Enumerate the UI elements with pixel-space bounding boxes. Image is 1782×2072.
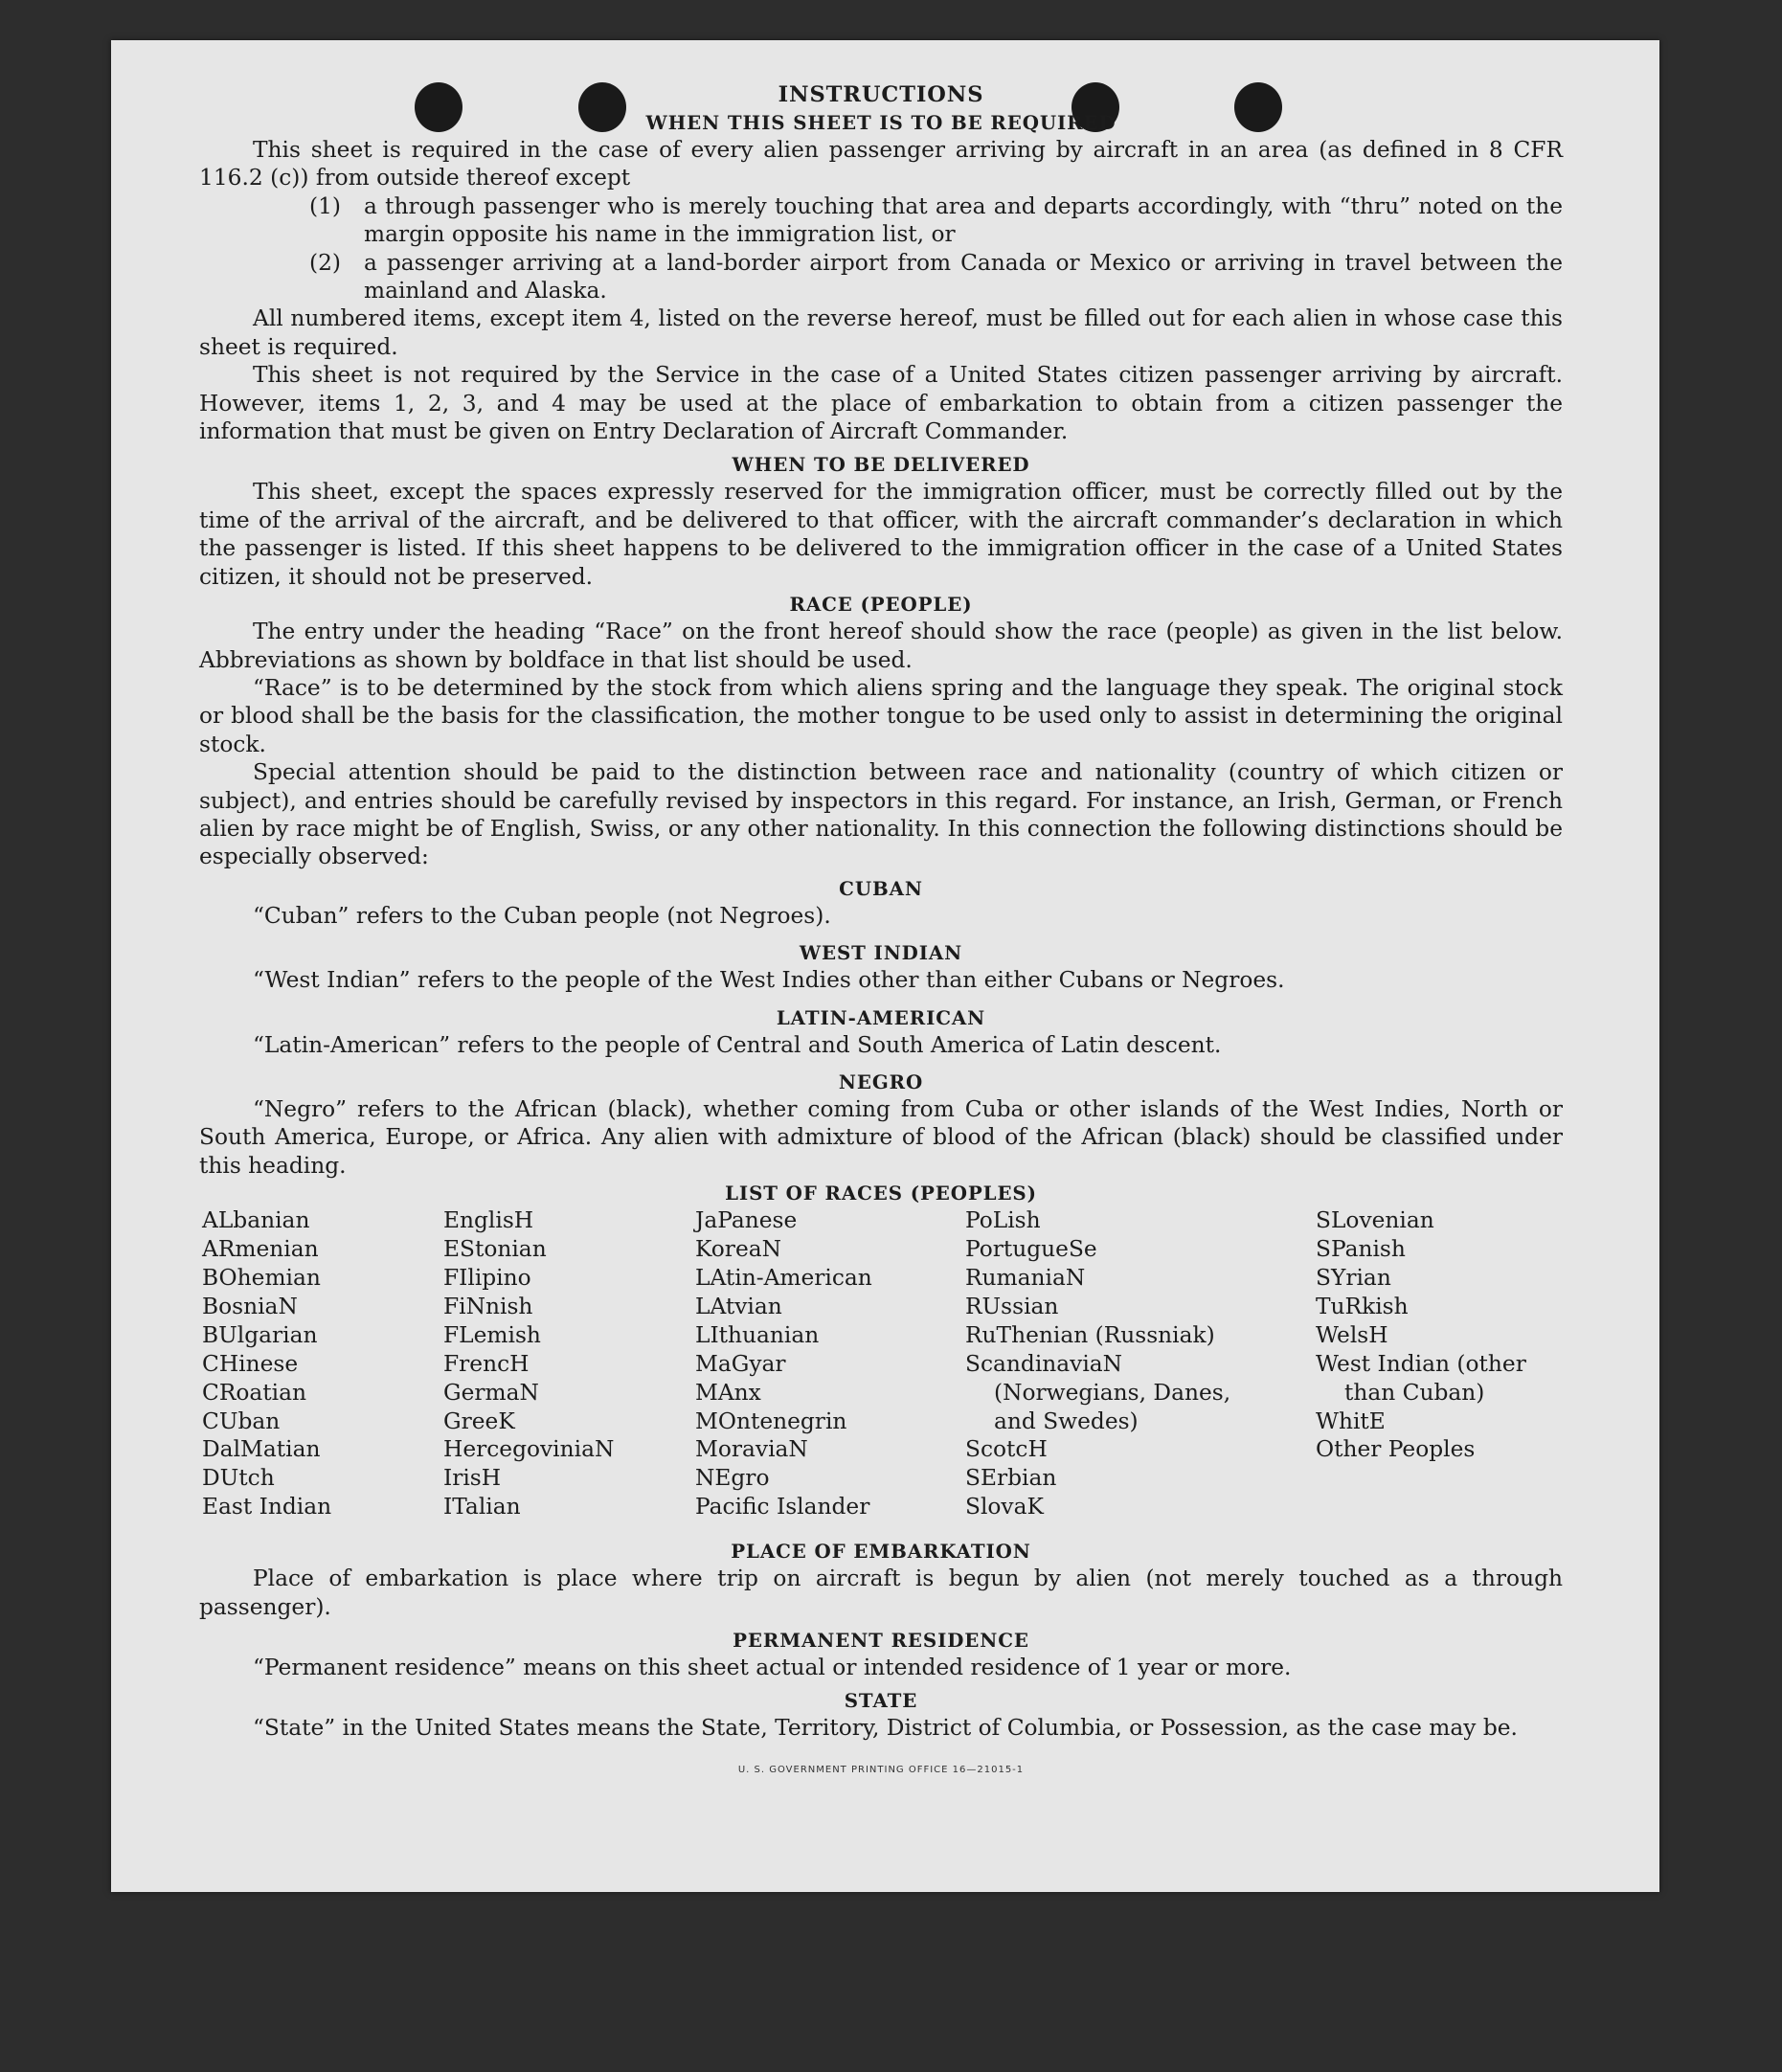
race-item: BOhemian [202, 1265, 321, 1291]
race-item: ALbanian [202, 1207, 310, 1234]
race-item: PoLish [965, 1207, 1041, 1234]
heading-race: RACE (PEOPLE) [789, 593, 973, 617]
document-sheet [111, 40, 1659, 1892]
race-item: CUban [202, 1408, 281, 1434]
item-text: a passenger arriving at a land-border airport from Canada or Mexico or arriving in travel between the mainland and Alaska. [364, 249, 1563, 304]
race-item: KoreaN [695, 1236, 782, 1263]
item-text: a through passenger who is merely touching that area and departs accordingly, with “thru” noted on the margin opposite his name in the immigration list, or [364, 192, 1563, 248]
race-item: CRoatian [202, 1379, 306, 1406]
paragraph: “Race” is to be determined by the stock from which aliens spring and the language they speak. The original stock or blood shall be the basis for the classification, the mother tongue to be used only to assist in determining the original stock. [199, 674, 1563, 757]
paragraph: This sheet is not required by the Service in the case of a United States citizen passenger arriving by aircraft. However, items 1, 2, 3, and 4 may be used at the place of embarkation to obtain from a citizen passenger the information that must be given on Entry Declaration of Aircraft Commander. [199, 362, 1563, 445]
race-item: FrencH [443, 1350, 530, 1377]
heading-when-required: WHEN THIS SHEET IS TO BE REQUIRED [645, 111, 1117, 134]
race-item: BosniaN [202, 1293, 298, 1319]
paragraph: “West Indian” refers to the people of the West Indies other than either Cubans or Negroes. [253, 967, 1285, 994]
race-item: LAtin-American [695, 1265, 872, 1291]
race-column [965, 1206, 1252, 1521]
heading-cuban: CUBAN [839, 876, 923, 900]
race-list [199, 1206, 1563, 1530]
race-item: LIthuanian [695, 1321, 820, 1348]
heading-embarkation: PLACE OF EMBARKATION [731, 1540, 1031, 1564]
race-item: GermaN [443, 1379, 539, 1406]
race-item: FiNnish [443, 1293, 533, 1319]
heading-permanent-residence: PERMANENT RESIDENCE [733, 1629, 1029, 1652]
item-number: (1) [309, 192, 342, 219]
race-item: ARmenian [202, 1236, 319, 1263]
race-item: ScandinaviaN (Norwegians, Danes, and Swedes) [965, 1350, 1231, 1434]
race-item: GreeK [443, 1408, 515, 1434]
race-column [202, 1206, 331, 1521]
race-item: JaPanese [695, 1207, 798, 1234]
race-item: IrisH [443, 1465, 502, 1492]
paragraph: “Cuban” refers to the Cuban people (not Negroes). [253, 902, 831, 929]
race-item: NEgro [695, 1465, 770, 1492]
race-column [695, 1206, 872, 1521]
race-item: SYrian [1316, 1265, 1391, 1291]
race-item: RUssian [965, 1293, 1059, 1319]
paragraph: “Latin-American” refers to the people of Central and South America of Latin descent. [253, 1031, 1222, 1058]
race-item: WhitE [1316, 1408, 1386, 1434]
heading-west-indian: WEST INDIAN [799, 941, 963, 965]
race-item: SPanish [1316, 1236, 1406, 1263]
race-item: DalMatian [202, 1436, 321, 1463]
paragraph: All numbered items, except item 4, listed on the reverse hereof, must be filled out for each alien in whose case this sheet is required. [199, 305, 1563, 360]
race-item: FIlipino [443, 1265, 531, 1291]
printer-imprint: U. S. GOVERNMENT PRINTING OFFICE 16—21015-1 [737, 1764, 1025, 1775]
race-item: SLovenian [1316, 1207, 1434, 1234]
heading-when-delivered: WHEN TO BE DELIVERED [732, 453, 1030, 477]
race-item: MaGyar [695, 1350, 786, 1377]
heading-latin-american: LATIN-AMERICAN [776, 1005, 986, 1029]
race-item: DUtch [202, 1465, 275, 1492]
instructions-content [199, 80, 1563, 1784]
paragraph: Place of embarkation is place where trip on aircraft is begun by alien (not merely touched as a through passenger). [199, 1565, 1563, 1620]
paragraph: The entry under the heading “Race” on the front hereof should show the race (people) as given in the list below. Abbreviations as shown by boldface in that list should be used. [199, 619, 1563, 673]
race-item: ITalian [443, 1494, 521, 1520]
race-item: CHinese [202, 1350, 299, 1377]
paragraph: “Negro” refers to the African (black), whether coming from Cuba or other islands of the West Indies, North or South America, Europe, or Africa. Any alien with admixture of blood of the African (black) should be classified under this heading. [199, 1095, 1563, 1179]
page-title: INSTRUCTIONS [778, 82, 984, 107]
race-item: Pacific Islander [695, 1494, 870, 1520]
race-item: Other Peoples [1316, 1436, 1476, 1463]
numbered-item [309, 192, 1563, 249]
race-item: PortugueSe [965, 1236, 1097, 1263]
race-item: MAnx [695, 1379, 761, 1406]
item-number: (2) [309, 249, 342, 276]
race-item: SErbian [965, 1465, 1057, 1492]
numbered-item [309, 249, 1563, 305]
paragraph: Special attention should be paid to the distinction between race and nationality (country of which citizen or subject), and entries should be carefully revised by inspectors in this regard. For instance, an Irish, German, or French alien by race might be of English, Swiss, or any other nationality. In this connection the following distinctions should be especially observed: [199, 759, 1563, 870]
race-item: ScotcH [965, 1436, 1048, 1463]
race-item: East Indian [202, 1494, 332, 1520]
paragraph: This sheet, except the spaces expressly reserved for the immigration officer, must be correctly filled out by the time of the arrival of the aircraft, and be delivered to that officer, with the aircraft commander’s declaration in which the passenger is listed. If this sheet happens to be delivered to the immigration officer in the case of a United States citizen, it should not be preserved. [199, 479, 1563, 590]
race-item: WelsH [1316, 1321, 1388, 1348]
race-item: LAtvian [695, 1293, 782, 1319]
race-column [443, 1206, 614, 1521]
heading-state: STATE [844, 1689, 918, 1713]
race-item: EStonian [443, 1236, 547, 1263]
race-column [1316, 1206, 1563, 1464]
race-item: RumaniaN [965, 1265, 1086, 1291]
race-item: TuRkish [1316, 1293, 1409, 1319]
race-item: BUlgarian [202, 1321, 318, 1348]
heading-list-of-races: LIST OF RACES (PEOPLES) [725, 1182, 1037, 1205]
race-item: EnglisH [443, 1207, 534, 1234]
race-item: MOntenegrin [695, 1408, 847, 1434]
race-item: HercegoviniaN [443, 1436, 615, 1463]
paragraph: This sheet is required in the case of every alien passenger arriving by aircraft in an area (as defined in 8 CFR 116.2 (c)) from outside thereof except [199, 137, 1563, 191]
heading-negro: NEGRO [838, 1070, 924, 1093]
paragraph: “State” in the United States means the State, Territory, District of Columbia, or Possession, as the case may be. [253, 1715, 1518, 1742]
race-item: RuThenian (Russniak) [965, 1321, 1215, 1348]
race-item: FLemish [443, 1321, 541, 1348]
paragraph: “Permanent residence” means on this sheet actual or intended residence of 1 year or more. [253, 1655, 1292, 1680]
race-item: SlovaK [965, 1494, 1044, 1520]
race-item: West Indian (other than Cuban) [1316, 1350, 1526, 1406]
race-item: MoraviaN [695, 1436, 808, 1463]
